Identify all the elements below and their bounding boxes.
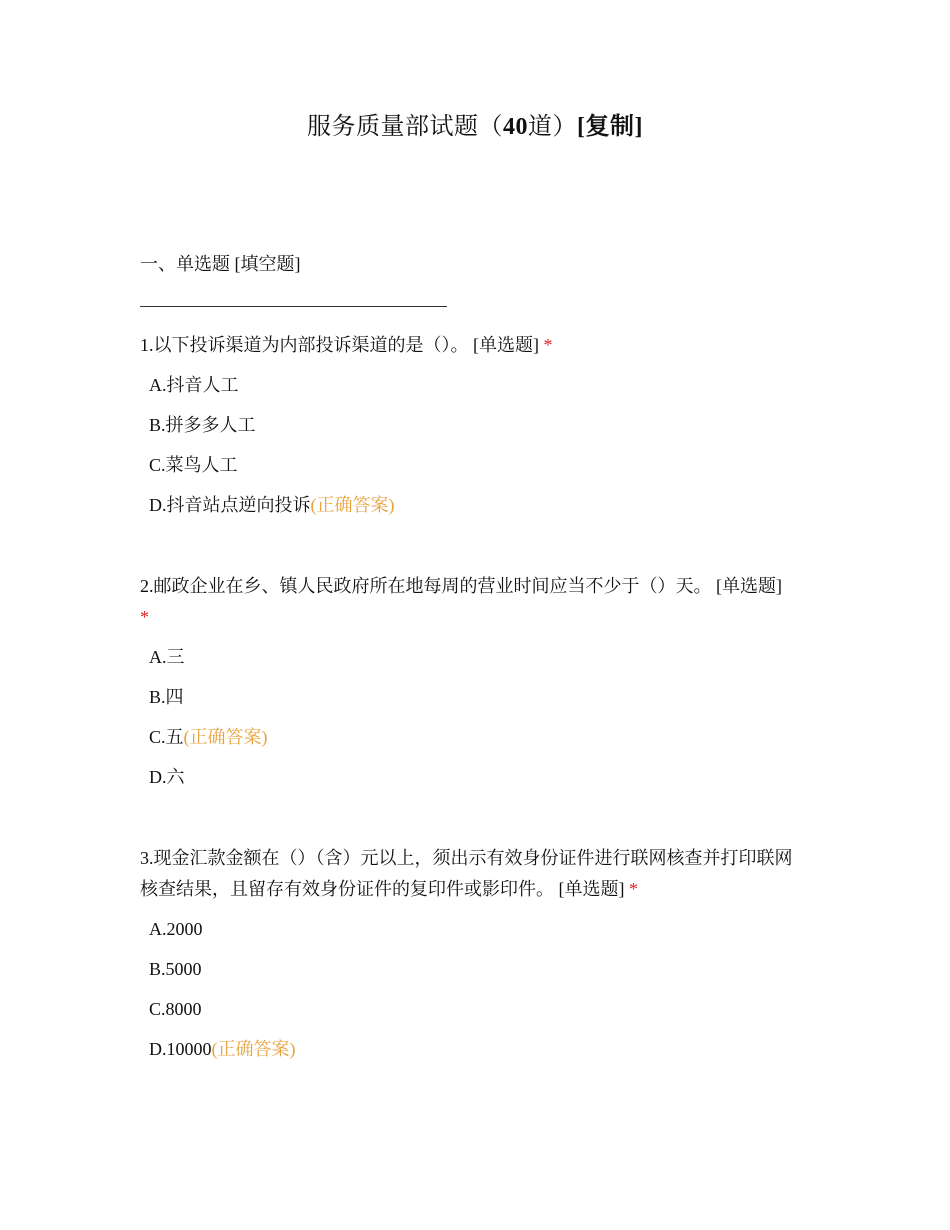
required-mark: * bbox=[629, 879, 638, 899]
option-c[interactable] bbox=[140, 453, 810, 493]
option-label: D.抖音站点逆向投诉 bbox=[149, 495, 311, 515]
option-a[interactable] bbox=[140, 917, 810, 957]
page-title bbox=[0, 112, 950, 142]
option-list bbox=[140, 373, 810, 533]
section-heading bbox=[140, 252, 301, 276]
question-stem: 2.邮政企业在乡、镇人民政府所在地每周的营业时间应当不少于（）天。 bbox=[140, 576, 712, 596]
option-label: D.六 bbox=[149, 767, 185, 787]
option-list bbox=[140, 645, 810, 805]
option-label: A.2000 bbox=[149, 919, 203, 939]
correct-answer-tag: (正确答案) bbox=[310, 495, 395, 515]
section-type-tag: [填空题] bbox=[230, 254, 301, 274]
question-text bbox=[140, 843, 810, 905]
option-list bbox=[140, 917, 810, 1077]
correct-answer-tag: (正确答案) bbox=[183, 727, 268, 747]
option-c[interactable] bbox=[140, 725, 810, 765]
required-mark: * bbox=[140, 607, 149, 627]
question-stem: 1.以下投诉渠道为内部投诉渠道的是（）。 bbox=[140, 335, 469, 355]
title-middle: 道） bbox=[528, 114, 577, 140]
option-label: A.抖音人工 bbox=[149, 375, 239, 395]
option-label: C.五 bbox=[149, 727, 184, 747]
option-d[interactable] bbox=[140, 493, 810, 533]
option-label: D.10000 bbox=[149, 1039, 212, 1059]
option-label: A.三 bbox=[149, 647, 185, 667]
correct-answer-tag: (正确答案) bbox=[211, 1039, 296, 1059]
question-stem: 3.现金汇款金额在（）（含）元以上，须出示有效身份证件进行联网核查并打印联网核查结果，且留存有效身份证件的复印件或影印件。 bbox=[140, 848, 793, 899]
option-b[interactable] bbox=[140, 413, 810, 453]
title-count: 40 bbox=[503, 114, 528, 140]
option-label: C.8000 bbox=[149, 999, 202, 1019]
option-a[interactable] bbox=[140, 373, 810, 413]
option-c[interactable] bbox=[140, 997, 810, 1037]
option-label: C.菜鸟人工 bbox=[149, 455, 238, 475]
option-label: B.拼多多人工 bbox=[149, 415, 256, 435]
required-mark: * bbox=[543, 335, 553, 355]
question-3 bbox=[140, 843, 810, 1077]
title-prefix: 服务质量部试题（ bbox=[307, 114, 503, 140]
option-label: B.5000 bbox=[149, 959, 202, 979]
question-text bbox=[140, 330, 810, 361]
section-heading-text: 一、单选题 bbox=[140, 254, 230, 274]
option-label: B.四 bbox=[149, 687, 184, 707]
question-2 bbox=[140, 571, 810, 805]
option-b[interactable] bbox=[140, 685, 810, 725]
question-1 bbox=[140, 330, 810, 533]
option-b[interactable] bbox=[140, 957, 810, 997]
question-type-tag: [单选题] bbox=[468, 335, 544, 355]
question-text bbox=[140, 571, 810, 633]
question-type-tag: [单选题] bbox=[554, 879, 629, 899]
option-d[interactable] bbox=[140, 1037, 810, 1077]
option-d[interactable] bbox=[140, 765, 810, 805]
section-divider bbox=[140, 306, 447, 307]
title-suffix: [复制] bbox=[577, 114, 643, 140]
option-a[interactable] bbox=[140, 645, 810, 685]
question-type-tag: [单选题] bbox=[711, 576, 782, 596]
